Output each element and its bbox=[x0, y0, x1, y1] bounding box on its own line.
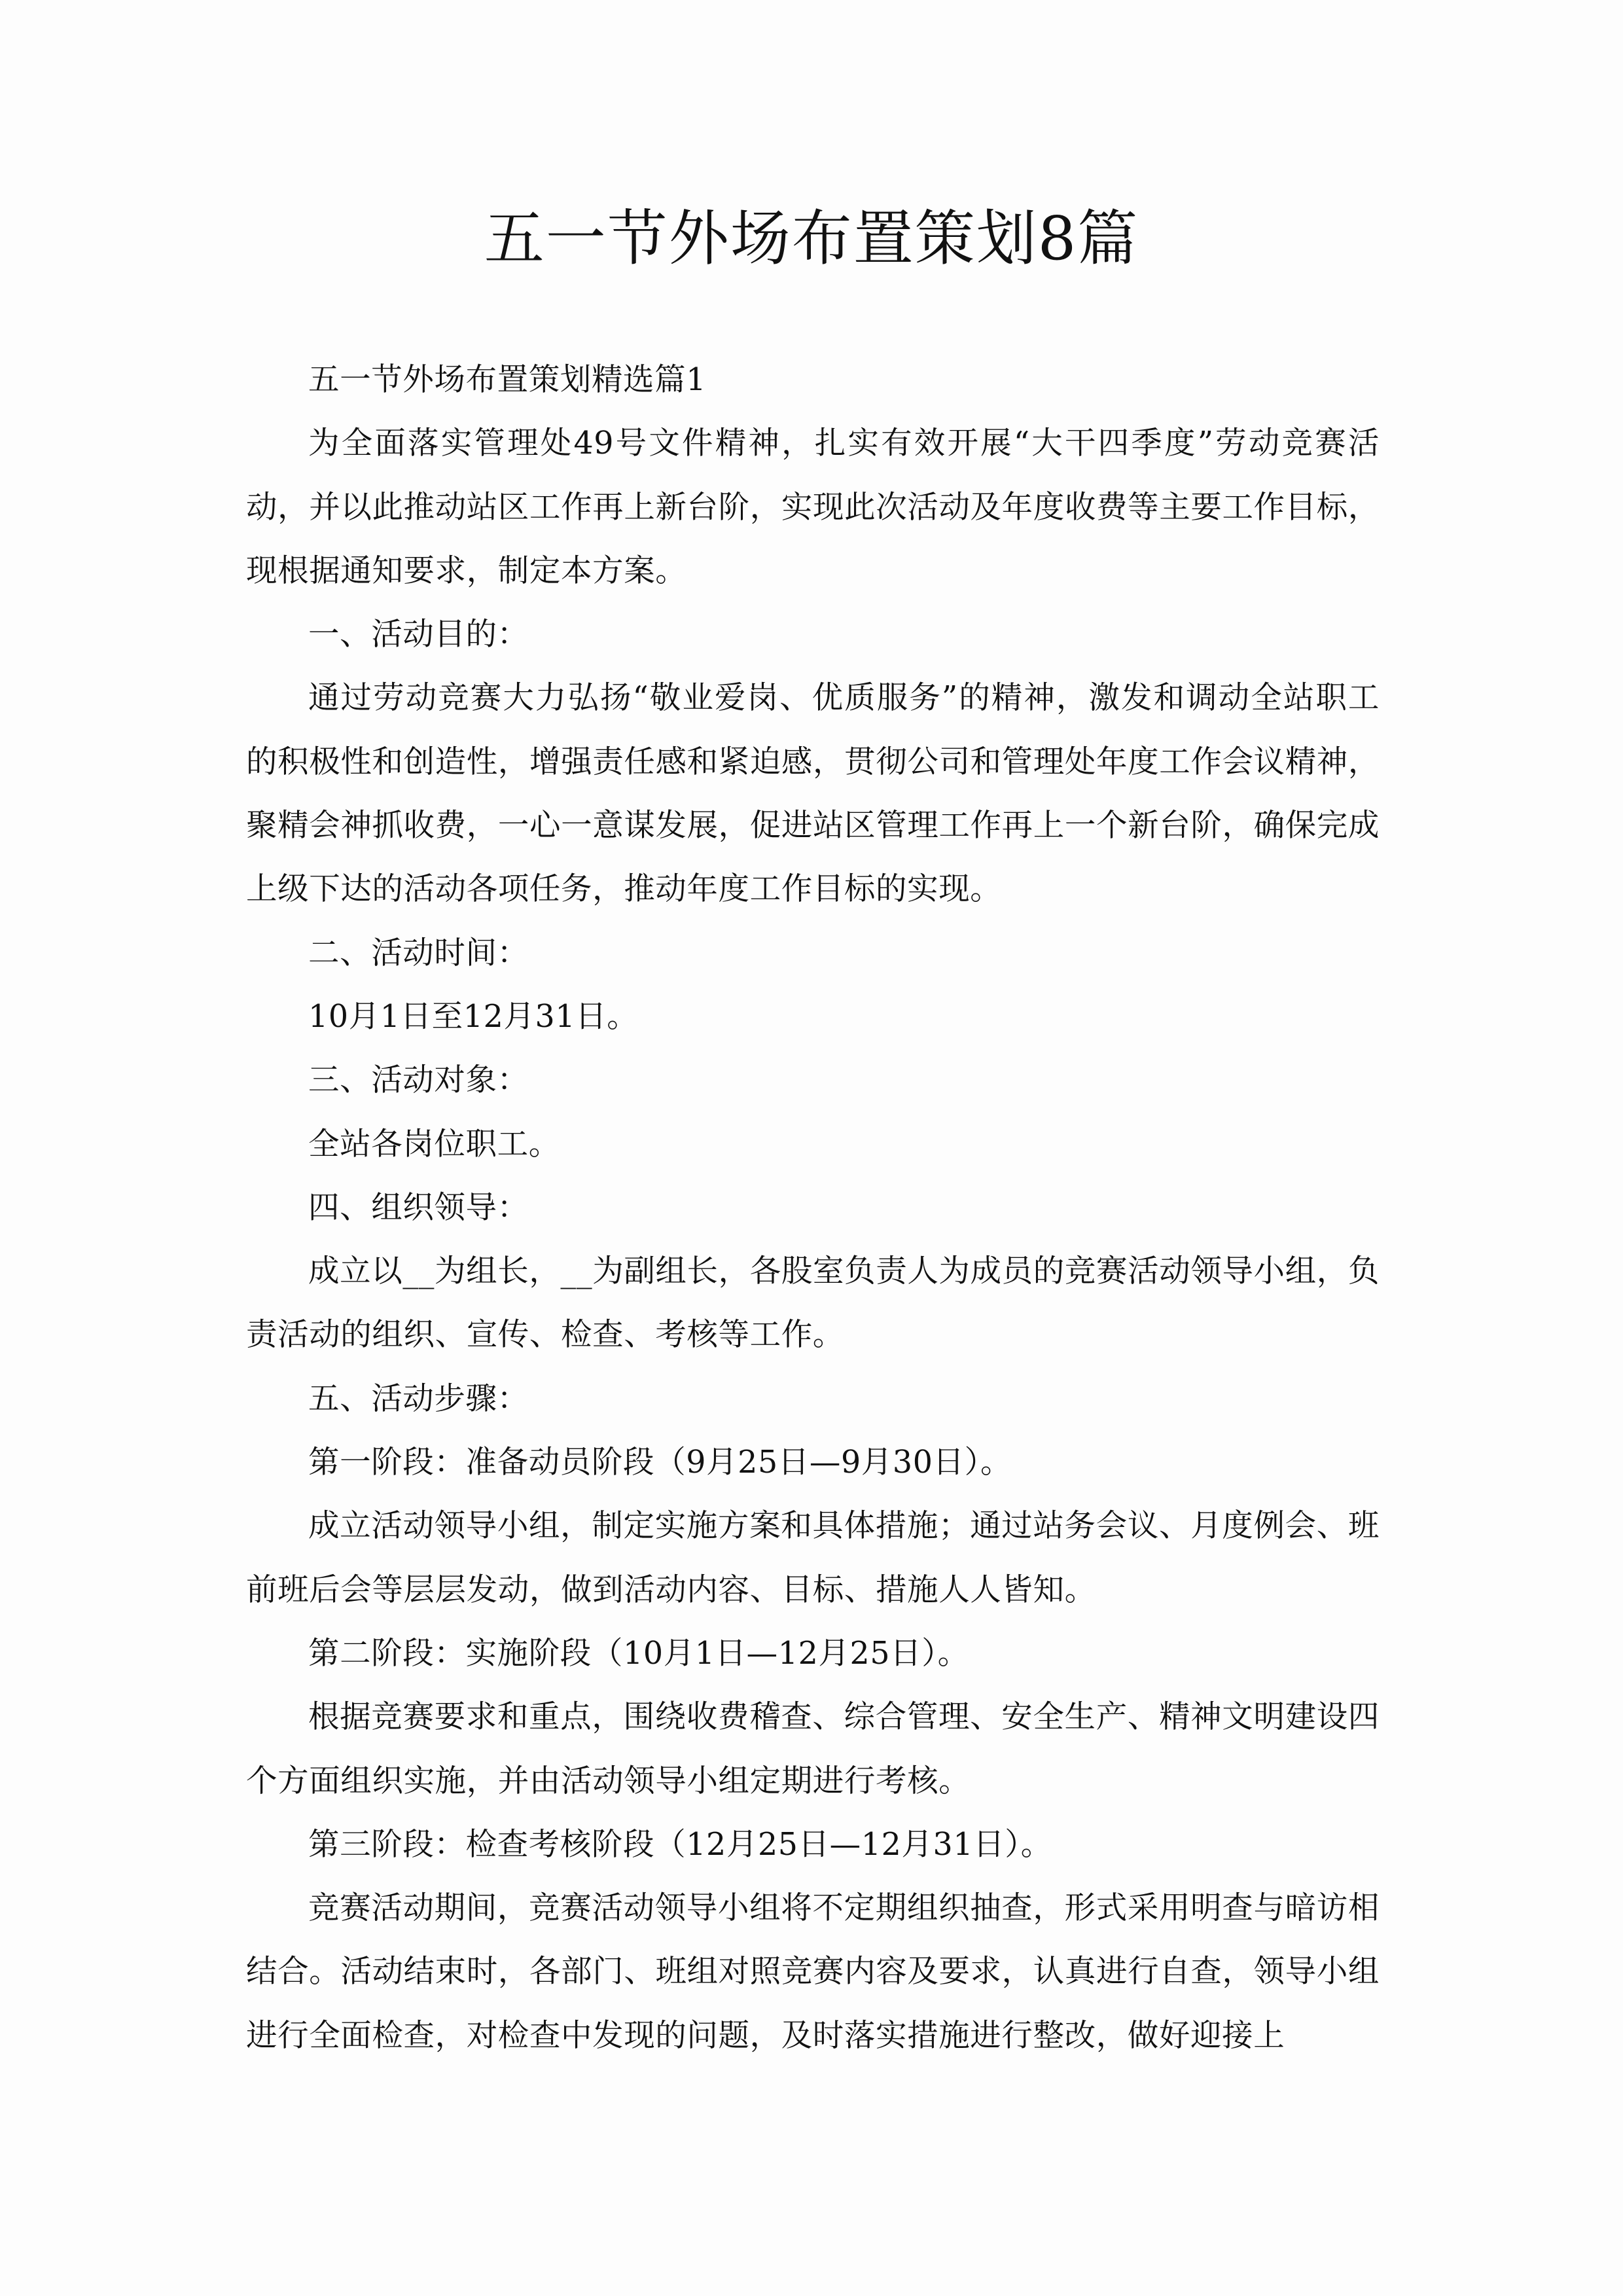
heading-purpose: 一、活动目的： bbox=[308, 617, 529, 653]
document-title: 五一节外场布置策划8篇 bbox=[484, 204, 1139, 274]
stage-3-paragraph: 竞赛活动期间，竞赛活动领导小组将不定期组织抽查，形式采用明查与暗访相结合。活动结束时，各部门、班组对照竞赛内容及要求，认真进行自查，领导小组进行全面检查，对检查中发现的问题，及时落实措施进行整改，做好迎接上 bbox=[246, 1890, 1380, 2054]
heading-target: 三、活动对象： bbox=[308, 1062, 529, 1099]
stage-1-paragraph: 成立活动领导小组，制定实施方案和具体措施；通过站务会议、月度例会、班前班后会等层层发动，做到活动内容、目标、措施人人皆知。 bbox=[246, 1508, 1380, 1608]
section-heading-article-1: 五一节外场布置策划精选篇1 bbox=[308, 362, 707, 398]
purpose-paragraph: 通过劳动竞赛大力弘扬“敬业爱岗、优质服务”的精神，激发和调动全站职工的积极性和创造性，增强责任感和紧迫感，贯彻公司和管理处年度工作会议精神，聚精会神抓收费，一心一意谋发展，促进站区管理工作再上一个新台阶，确保完成上级下达的活动各项任务，推动年度工作目标的实现。 bbox=[246, 680, 1380, 908]
organization-paragraph: 成立以__为组长，__为副组长，各股室负责人为成员的竞赛活动领导小组，负责活动的组织、宣传、检查、考核等工作。 bbox=[246, 1253, 1380, 1354]
stage-2-heading: 第二阶段：实施阶段（10月1日—12月25日）。 bbox=[308, 1635, 969, 1672]
heading-steps: 五、活动步骤： bbox=[308, 1380, 529, 1417]
stage-3-heading: 第三阶段：检查考核阶段（12月25日—12月31日）。 bbox=[308, 1826, 1052, 1863]
heading-time: 二、活动时间： bbox=[308, 935, 529, 971]
heading-organization: 四、组织领导： bbox=[308, 1189, 529, 1226]
target-paragraph: 全站各岗位职工。 bbox=[308, 1126, 560, 1162]
stage-2-paragraph: 根据竞赛要求和重点，围绕收费稽查、综合管理、安全生产、精神文明建设四个方面组织实施，并由活动领导小组定期进行考核。 bbox=[246, 1699, 1380, 1799]
time-paragraph: 10月1日至12月31日。 bbox=[308, 998, 639, 1035]
stage-1-heading: 第一阶段：准备动员阶段（9月25日—9月30日）。 bbox=[308, 1444, 1012, 1481]
intro-paragraph: 为全面落实管理处49号文件精神，扎实有效开展“大干四季度”劳动竞赛活动，并以此推动站区工作再上新台阶，实现此次活动及年度收费等主要工作目标，现根据通知要求，制定本方案。 bbox=[246, 425, 1380, 589]
document-body bbox=[246, 348, 1380, 2068]
